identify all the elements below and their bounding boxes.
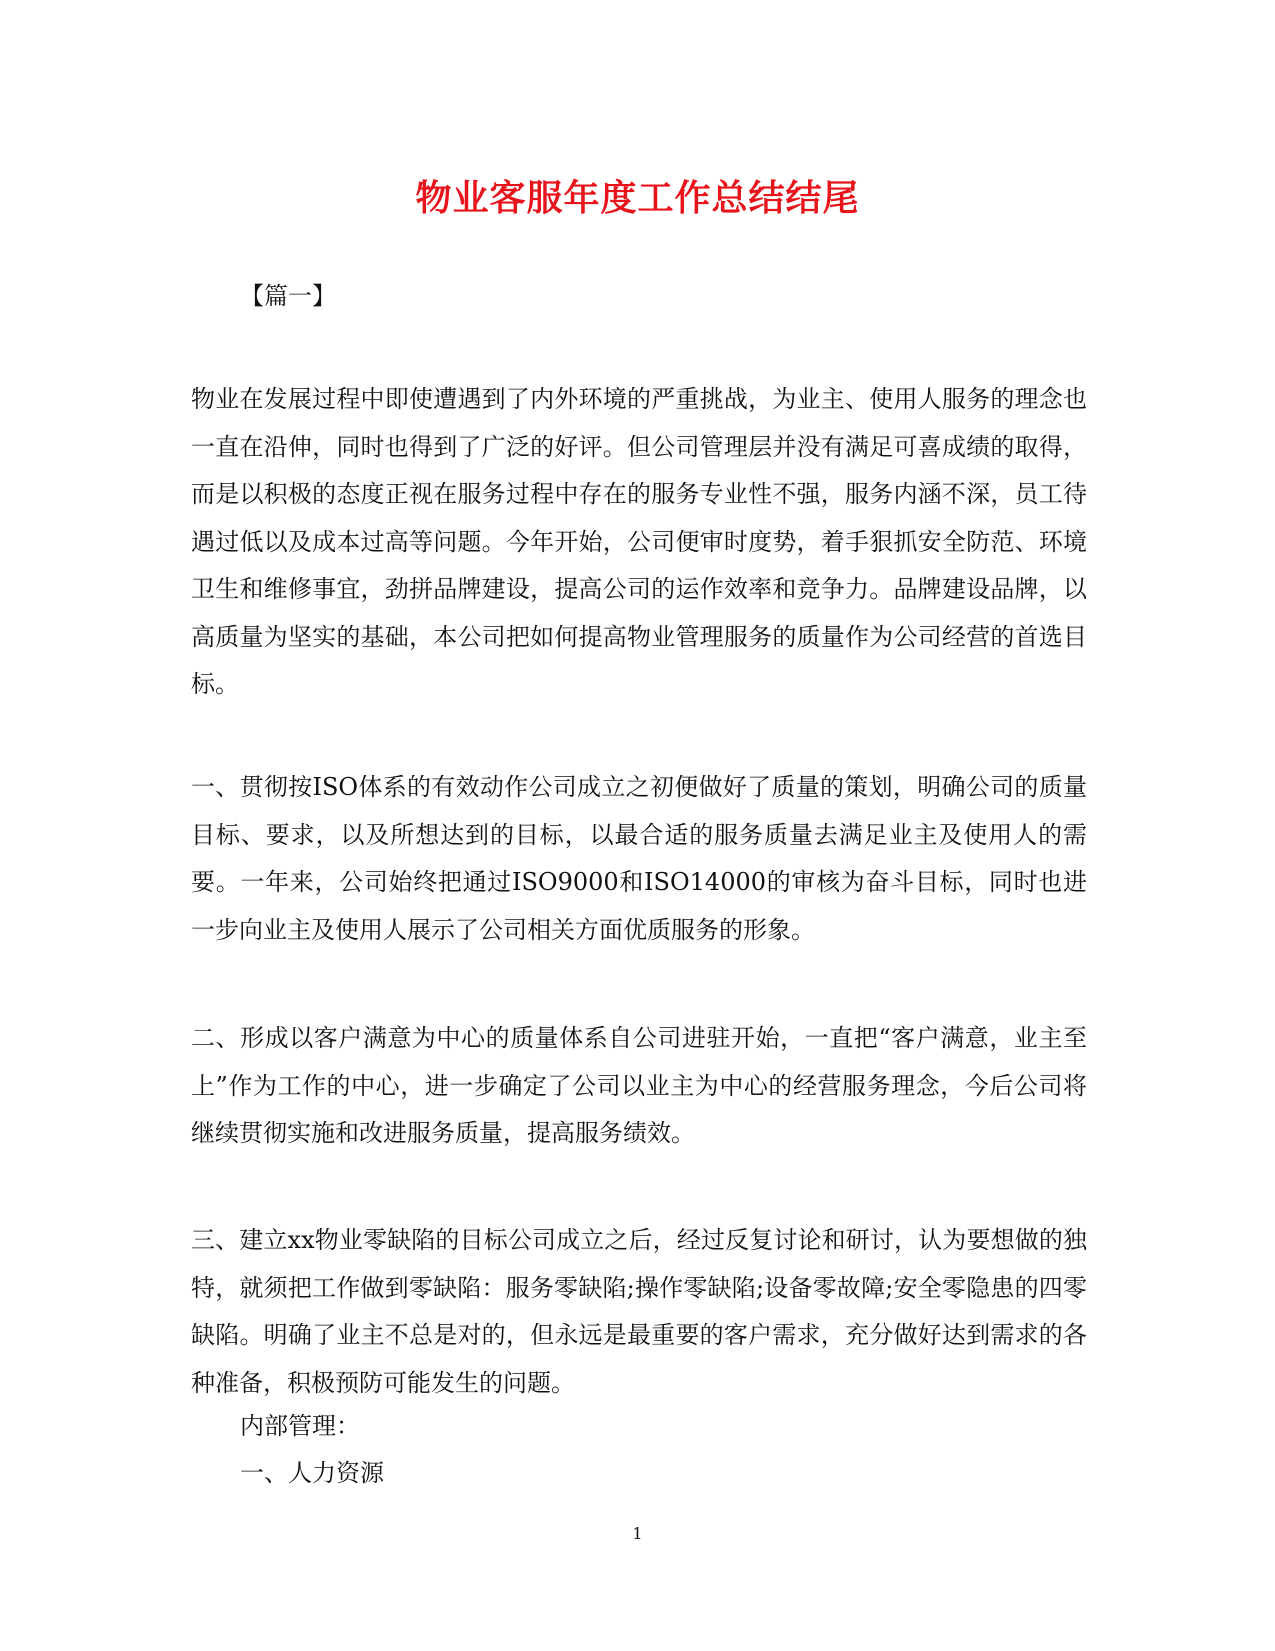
page-number: 1 (632, 1524, 643, 1543)
human-resources-heading: 一、人力资源 (240, 1459, 384, 1487)
section-marker: 【篇一】 (240, 282, 336, 310)
body-paragraph-1: 物业在发展过程中即使遭遇到了内外环境的严重挑战，为业主、使用人服务的理念也一直在沿伸，同时也得到了广泛的好评。但公司管理层并没有满足可喜成绩的取得，而是以积极的态度正视在服务过程中存在的服务专业性不强，服务内涵不深，员工待遇过低以及成本过高等问题。今年开始，公司便审时度势，着手狠抓安全防范、环境卫生和维修事宜，劲拼品牌建设，提高公司的运作效率和竞争力。品牌建设品牌，以高质量为坚实的基础，本公司把如何提高物业管理服务的质量作为公司经营的首选目标。 (191, 385, 1087, 698)
body-paragraph-3: 二、形成以客户满意为中心的质量体系自公司进驻开始，一直把“客户满意，业主至上”作为工作的中心，进一步确定了公司以业主为中心的经营服务理念，今后公司将继续贯彻实施和改进服务质量，提高服务绩效。 (191, 1024, 1087, 1147)
document-title: 物业客服年度工作总结结尾 (415, 177, 860, 219)
body-paragraph-2: 一、贯彻按ISO体系的有效动作公司成立之初便做好了质量的策划，明确公司的质量目标、要求，以及所想达到的目标，以最合适的服务质量去满足业主及使用人的需要。一年来，公司始终把通过ISO9000和ISO14000的审核为奋斗目标，同时也进一步向业主及使用人展示了公司相关方面优质服务的形象。 (191, 773, 1087, 944)
body-paragraph-4: 三、建立xx物业零缺陷的目标公司成立之后，经过反复讨论和研讨，认为要想做的独特，就须把工作做到零缺陷：服务零缺陷;操作零缺陷;设备零故障;安全零隐患的四零缺陷。明确了业主不总是对的，但永远是最重要的客户需求，充分做好达到需求的各种准备，积极预防可能发生的问题。 (191, 1226, 1087, 1397)
internal-management-heading: 内部管理： (240, 1412, 360, 1440)
